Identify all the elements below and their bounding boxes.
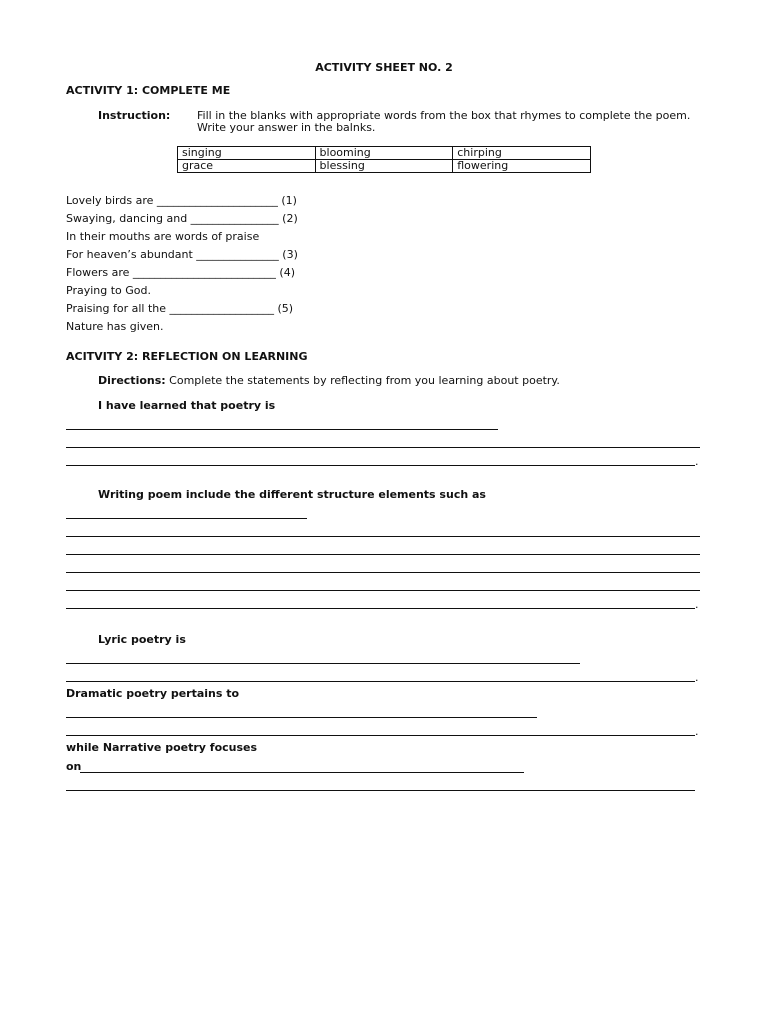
activity1-heading: ACTIVITY 1: COMPLETE ME [66,84,231,97]
answer-line[interactable] [66,590,700,591]
answer-line[interactable] [66,536,700,537]
word-box-cell: blooming [315,147,453,160]
directions-text: Complete the statements by reflecting from you learning about poetry. [169,374,560,387]
answer-line[interactable] [66,447,700,448]
poem-line: Praying to God. [66,284,151,297]
instruction-label: Instruction: [98,109,171,122]
answer-line[interactable] [80,772,524,773]
answer-line[interactable] [66,735,695,736]
prompt-dramatic-poetry: Dramatic poetry pertains to [66,687,240,700]
answer-line[interactable] [66,717,537,718]
period-mark: . [695,725,699,738]
word-box-cell: flowering [453,160,591,173]
instruction-text-line2: Write your answer in the balnks. [197,121,376,134]
instruction-text-line1: Fill in the blanks with appropriate words from the box that rhymes to complete the poem. [197,109,691,122]
prompt-narrative-poetry: while Narrative poetry focuses [66,741,258,754]
answer-line[interactable] [66,518,307,519]
prompt-structure-elements: Writing poem include the different structure elements such as [98,488,486,501]
word-box-cell: blessing [315,160,453,173]
answer-line[interactable] [66,429,498,430]
word-box-cell: grace [178,160,316,173]
answer-line[interactable] [66,465,695,466]
prompt-narrative-on: on [66,760,82,773]
answer-line[interactable] [66,790,695,791]
period-mark: . [695,455,699,468]
poem-line: Flowers are __________________________ (4) [66,266,295,279]
poem-line: Lovely birds are ______________________ (1) [66,194,297,207]
prompt-poetry-is: I have learned that poetry is [98,399,276,412]
poem-line: Nature has given. [66,320,164,333]
poem-line: Swaying, dancing and ________________ (2) [66,212,298,225]
directions-label: Directions: [98,374,166,387]
period-mark: . [695,598,699,611]
word-box-cell: chirping [453,147,591,160]
answer-line[interactable] [66,554,700,555]
word-box-cell: singing [178,147,316,160]
activity2-heading: ACITVITY 2: REFLECTION ON LEARNING [66,350,308,363]
word-box [177,146,591,173]
answer-line[interactable] [66,572,700,573]
prompt-lyric-poetry: Lyric poetry is [98,633,186,646]
answer-line[interactable] [66,608,695,609]
poem-line: For heaven’s abundant _______________ (3) [66,248,298,261]
word-box-row [178,160,591,173]
answer-line[interactable] [66,663,580,664]
period-mark: . [695,671,699,684]
poem-line: Praising for all the ___________________ (5) [66,302,294,315]
answer-line[interactable] [66,681,695,682]
word-box-row [178,147,591,160]
poem-line: In their mouths are words of praise [66,230,260,243]
directions [98,374,560,388]
sheet-title: ACTIVITY SHEET NO. 2 [315,61,453,74]
